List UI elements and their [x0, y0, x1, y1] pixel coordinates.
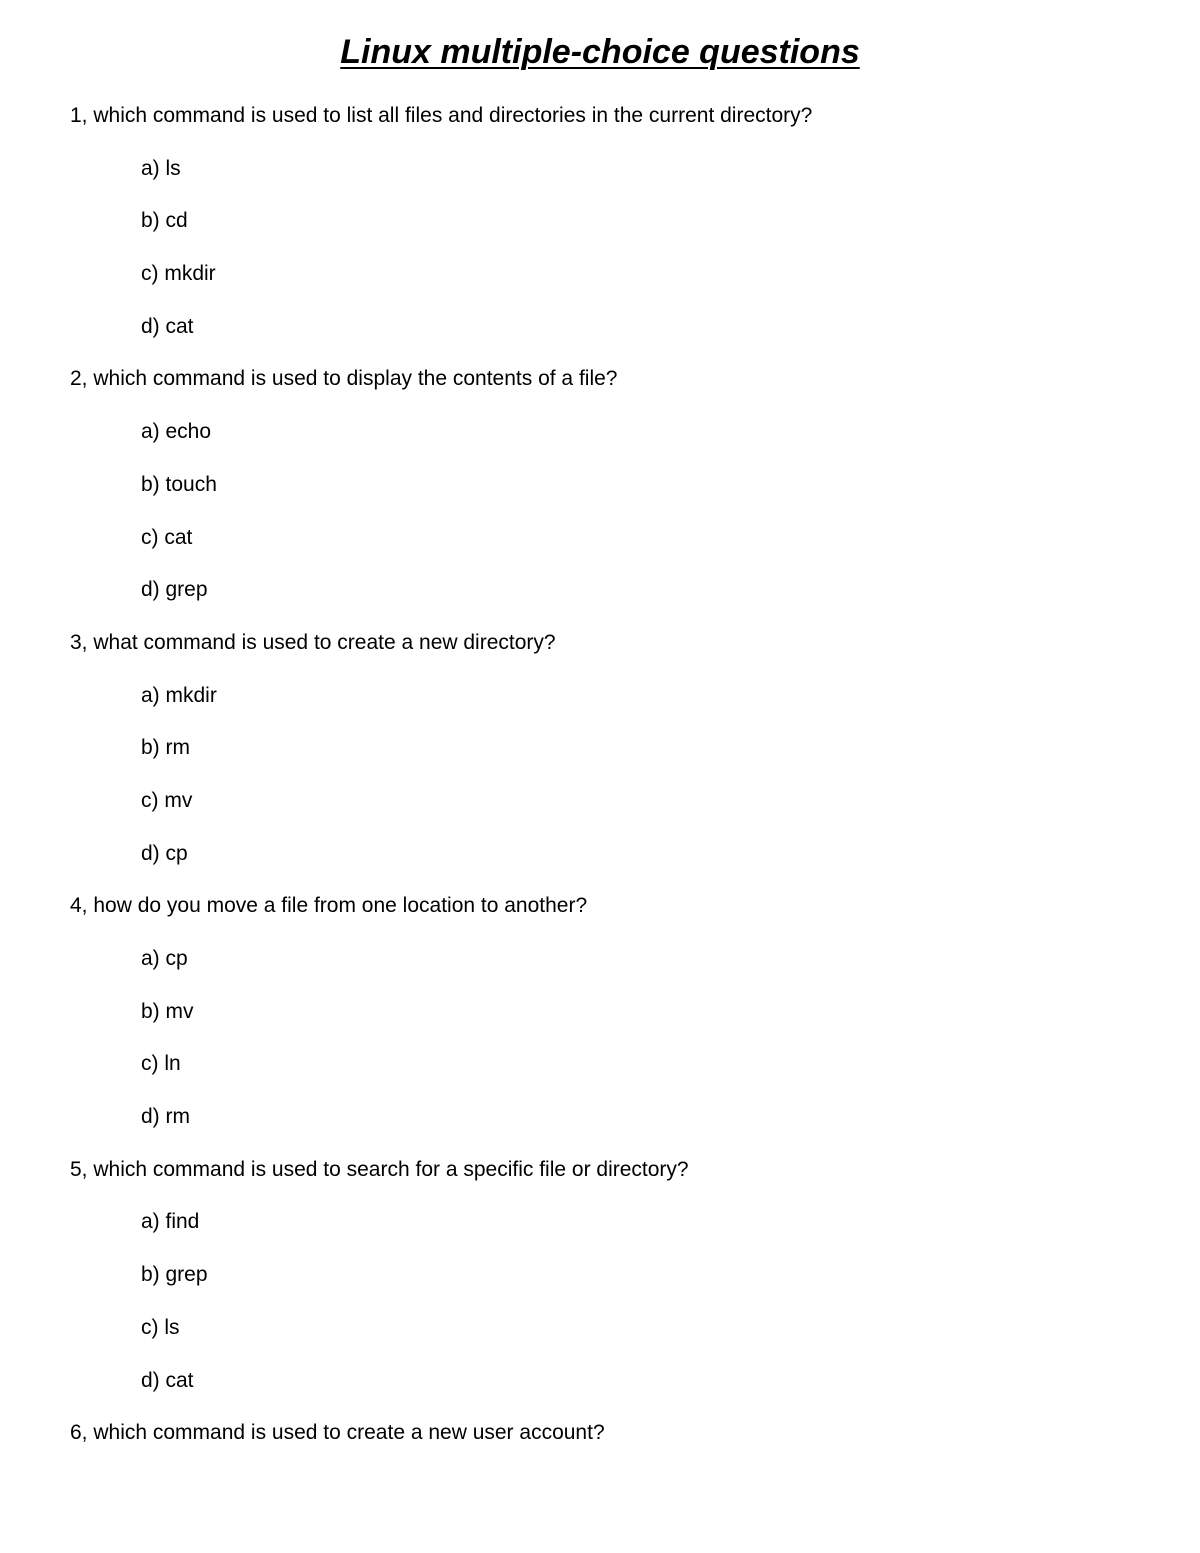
option-item: d) cp — [141, 841, 188, 865]
option-item: a) ls — [141, 156, 181, 180]
question-text: 5, which command is used to search for a specific file or directory? — [70, 1157, 689, 1181]
question-text: 4, how do you move a file from one location to another? — [70, 894, 588, 918]
question-item — [70, 364, 1150, 605]
option-item: c) cat — [141, 525, 193, 549]
option-item: a) echo — [141, 420, 212, 444]
option-item: c) ln — [141, 1052, 181, 1076]
option-item: a) cp — [141, 947, 188, 970]
option-list — [70, 1207, 1150, 1395]
option-item: c) mv — [141, 788, 193, 812]
question-item — [70, 1155, 1150, 1396]
option-item: d) cat — [141, 314, 194, 338]
option-item: b) grep — [141, 1263, 208, 1287]
option-list — [70, 944, 1150, 1132]
option-item: d) rm — [141, 1105, 190, 1129]
option-item: a) mkdir — [141, 683, 217, 707]
document-title: Linux multiple-choice questions — [340, 33, 860, 71]
question-text: 6, which command is used to create a new user account? — [70, 1421, 605, 1445]
question-list — [70, 101, 1150, 1471]
option-item: d) cat — [141, 1368, 194, 1392]
option-item: b) rm — [141, 736, 190, 760]
option-list — [70, 417, 1150, 605]
option-item: b) mv — [141, 999, 194, 1023]
question-text: 1, which command is used to list all files and directories in the current directory? — [70, 104, 813, 127]
question-item — [70, 628, 1150, 869]
question-item — [70, 891, 1150, 1132]
option-list — [70, 154, 1150, 342]
option-item: b) cd — [141, 209, 188, 233]
option-item: c) mkdir — [141, 262, 216, 286]
question-item — [70, 1418, 1150, 1448]
option-list — [70, 681, 1150, 869]
option-item: c) ls — [141, 1315, 180, 1339]
option-item: a) find — [141, 1210, 200, 1234]
question-item — [70, 101, 1150, 342]
option-item: b) touch — [141, 472, 217, 496]
question-text: 3, what command is used to create a new directory? — [70, 630, 556, 654]
option-item: d) grep — [141, 578, 208, 602]
question-text: 2, which command is used to display the contents of a file? — [70, 367, 618, 391]
